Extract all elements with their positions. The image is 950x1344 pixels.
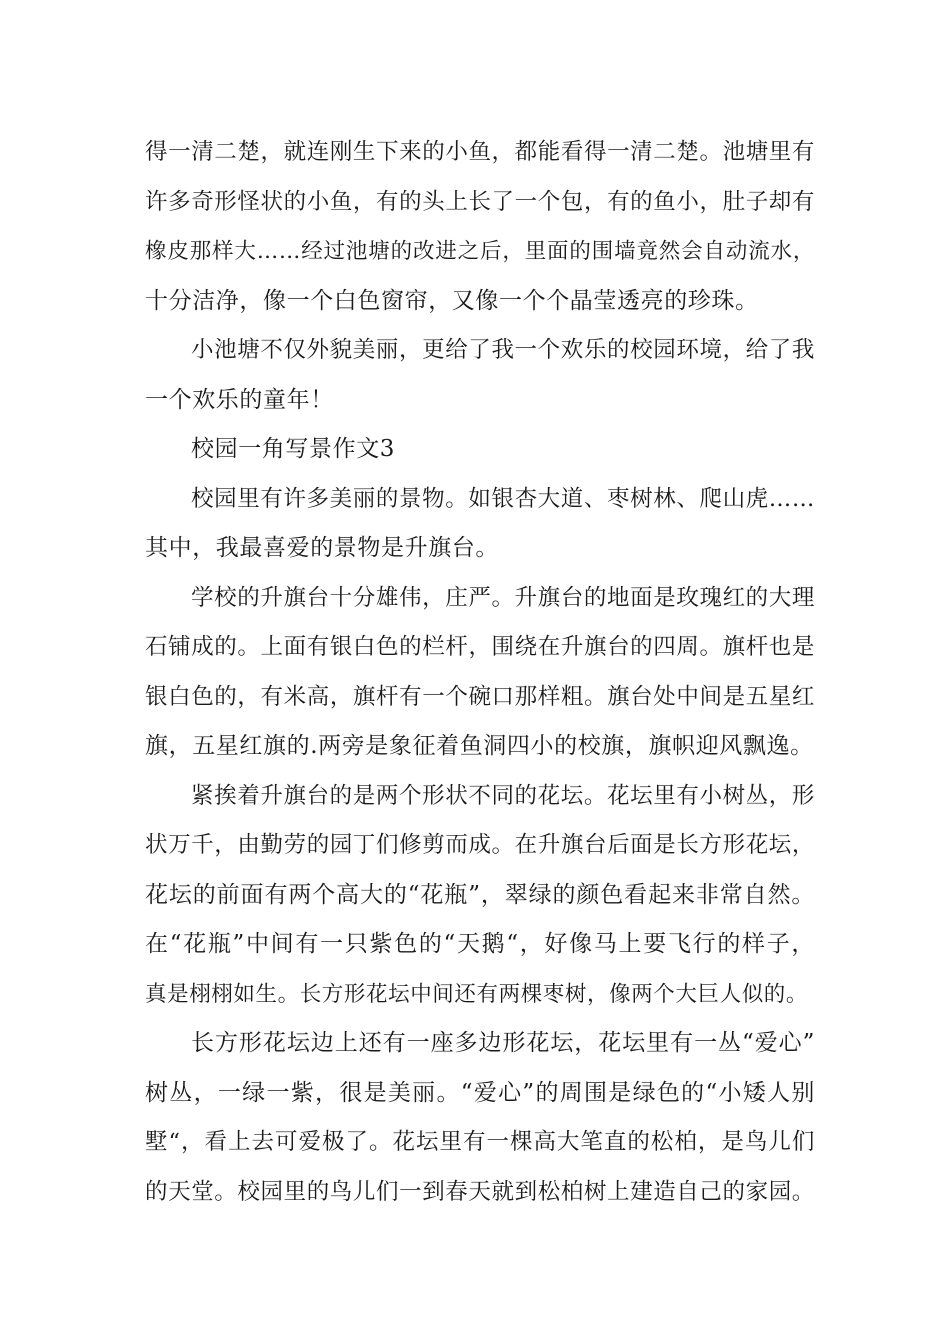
text-line: 得一清二楚，就连刚生下来的小鱼，都能看得一清二楚。池塘里有 [145, 139, 815, 165]
paragraph-4 [145, 574, 815, 772]
text-line: 石铺成的。上面有银白色的栏杆，围绕在升旗台的四周。旗杆也是 [145, 634, 815, 660]
text-line: 校园里有许多美丽的景物。如银杏大道、枣树林、爬山虎…… [191, 485, 815, 512]
paragraph-5 [145, 772, 815, 1020]
text-line: 花坛的前面有两个高大的“花瓶”，翠绿的颜色看起来非常自然。 [145, 881, 815, 908]
section-heading [145, 425, 815, 475]
text-line: 橡皮那样大……经过池塘的改进之后，里面的围墙竟然会自动流水， [145, 239, 815, 264]
paragraph-3 [145, 475, 815, 574]
text-line: 真是栩栩如生。长方形花坛中间还有两棵枣树，像两个大巨人似的。 [145, 981, 809, 1007]
paragraph-1 [145, 128, 815, 326]
text-line: 长方形花坛边上还有一座多边形花坛，花坛里有一丛“爱心” [191, 1030, 815, 1056]
text-line: 十分洁净，像一个白色窗帘，又像一个个晶莹透亮的珍珠。 [145, 287, 759, 314]
text-line: 状万千，由勤劳的园丁们修剪而成。在升旗台后面是长方形花坛， [145, 832, 815, 858]
text-line: 旗，五星红旗的.两旁是象征着鱼洞四小的校旗，旗帜迎风飘逸。 [145, 733, 814, 759]
text-line: 树丛，一绿一紫，很是美丽。“爱心”的周围是绿色的“小矮人别 [145, 1079, 815, 1106]
text-line: 墅“，看上去可爱极了。花坛里有一棵高大笔直的松柏，是鸟儿们 [145, 1129, 815, 1155]
article-body [145, 128, 815, 1217]
paragraph-6 [145, 1019, 815, 1217]
text-line: 小池塘不仅外貌美丽，更给了我一个欢乐的校园环境，给了我 [191, 337, 815, 363]
text-line: 银白色的，有米高，旗杆有一个碗口那样粗。旗台处中间是五星红 [145, 683, 815, 710]
text-line: 其中，我最喜爱的景物是升旗台。 [145, 535, 499, 561]
text-line: 许多奇形怪状的小鱼，有的头上长了一个包，有的鱼小，肚子却有 [145, 188, 815, 215]
text-line: 在“花瓶”中间有一只紫色的“天鹅“，好像马上要飞行的样子， [145, 931, 815, 957]
text-line: 的天堂。校园里的鸟儿们一到春天就到松柏树上建造自己的家园。 [145, 1178, 815, 1205]
text-line: 学校的升旗台十分雄伟，庄严。升旗台的地面是玫瑰红的大理 [191, 584, 815, 611]
paragraph-2 [145, 326, 815, 425]
text-line: 紧挨着升旗台的是两个形状不同的花坛。花坛里有小树丛，形 [191, 782, 815, 809]
text-line: 一个欢乐的童年！ [145, 386, 334, 413]
heading-text: 校园一角写景作文3 [191, 436, 396, 462]
